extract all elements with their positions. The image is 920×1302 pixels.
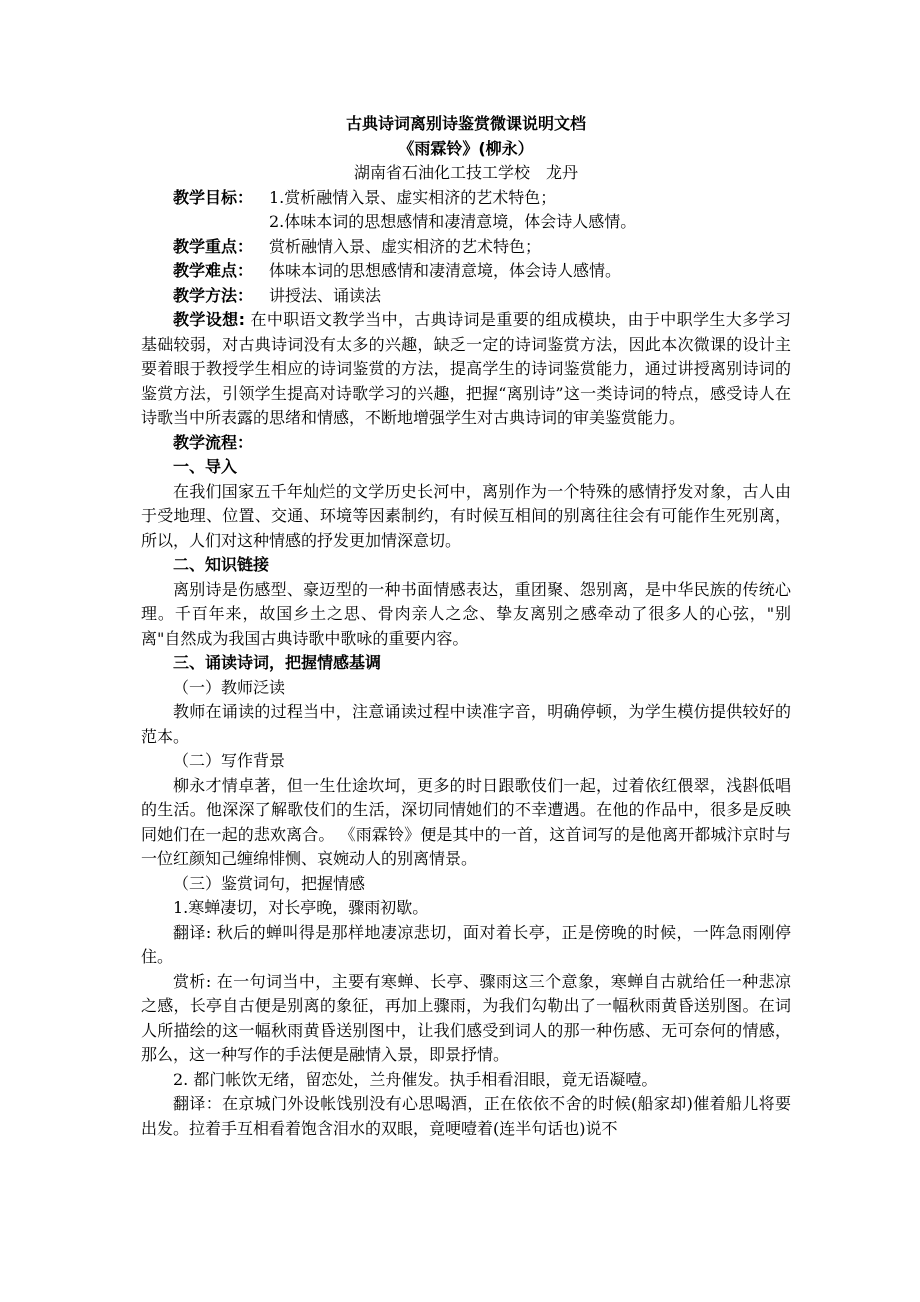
keypoint-text: 赏析融情入景、虚实相济的艺术特色； xyxy=(269,236,542,256)
section-3-sub-2-heading: （二）写作背景 xyxy=(173,751,286,770)
objectives-item-1: 1.赏析融情入景、虚实相济的艺术特色； xyxy=(269,187,557,207)
method-label: 教学方法： xyxy=(173,285,254,305)
difficulty-row xyxy=(141,259,791,284)
method-text: 讲授法、诵读法 xyxy=(269,285,382,305)
section-1-heading: 一、导入 xyxy=(173,457,238,476)
poem-line-2-translation: 翻译：在京城门外设帐饯别没有心思喝酒，正在依依不舍的时候(船家却)催着船儿将要出发。拉着手互相看着饱含泪水的双眼，竟哽噎着(连半句话也)说不 xyxy=(141,1094,791,1138)
keypoint-label: 教学重点： xyxy=(173,236,254,256)
objectives-row xyxy=(141,186,791,211)
design-label: 教学设想: xyxy=(173,310,245,329)
keypoint-row xyxy=(141,235,791,260)
poem-line-1-appreciation: 赏析: 在一句词当中，主要有寒蝉、长亭、骤雨这三个意象，寒蝉自古就给任一种悲凉之感，长亭自古便是别离的象征，再加上骤雨，为我们勾勒出了一幅秋雨黄昏送别图。在词人所描绘的这一幅秋雨黄昏送别图中，让我们感受到词人的那一种伤感、无可奈何的情感，那么，这一种写作的手法便是融情入景，即景抒情。 xyxy=(141,971,791,1064)
design-text: 在中职语文教学当中，古典诗词是重要的组成模块，由于中职学生大多学习基础较弱，对古典诗词没有太多的兴趣，缺乏一定的诗词鉴赏方法，因此本次微课的设计主要着眼于教授学生相应的诗词鉴赏的方法，提高学生的诗词鉴赏能力，通过讲授离别诗词的鉴赏方法，引领学生提高对诗歌学习的兴趣，把握“离别诗”这一类诗词的特点，感受诗人在诗歌当中所表露的思绪和情感，不断地增强学生对古典诗词的审美鉴赏能力。 xyxy=(141,310,791,427)
method-row xyxy=(141,284,791,309)
poem-line-1-translation: 翻译: 秋后的蝉叫得是那样地凄凉悲切，面对着长亭，正是傍晚的时候，一阵急雨刚停住。 xyxy=(141,922,791,966)
section-3-sub-1-heading: （一）教师泛读 xyxy=(173,677,286,697)
section-3-sub-2-text: 柳永才情卓著，但一生仕途坎坷，更多的时日跟歌伎们一起，过着依红偎翠，浅斟低唱的生活。他深深了解歌伎们的生活，深切同情她们的不幸遭遇。在他的作品中，很多是反映同她们在一起的悲欢离合。 《雨霖铃》便是其中的一首，这首词写的是他离开都城汴京时与一位红颜知己缠绵悱恻、哀婉动人的别离情景。 xyxy=(141,775,791,868)
document-title: 古典诗词离别诗鉴赏微课说明文档 xyxy=(345,114,586,133)
document-author: 湖南省石油化工技工学校 龙丹 xyxy=(353,163,578,182)
objectives-label: 教学目标： xyxy=(173,187,254,207)
section-3-sub-1-text: 教师在诵读的过程当中，注意诵读过程中读准字音，明确停顿，为学生模仿提供较好的范本。 xyxy=(141,702,791,746)
process-label: 教学流程： xyxy=(173,432,254,452)
poem-line-1: 1.寒蝉凄切，对长亭晚，骤雨初歇。 xyxy=(173,898,429,917)
difficulty-text: 体味本词的思想感情和凄清意境，体会诗人感情。 xyxy=(269,261,622,280)
document-page xyxy=(141,112,791,1141)
section-2-text: 离别诗是伤感型、豪迈型的一种书面情感表达，重团聚、怨别离，是中华民族的传统心理。千百年来，故国乡土之思、骨肉亲人之念、挚友离别之感牵动了很多人的心弦，"别离"自然成为我国古典诗歌中歌咏的重要内容。 xyxy=(141,579,791,648)
section-1-text: 在我们国家五千年灿烂的文学历史长河中，离别作为一个特殊的感情抒发对象，古人由于受地理、位置、交通、环境等因素制约，有时候互相间的别离往往会有可能作生死别离，所以，人们对这种情感的抒发更加情深意切。 xyxy=(141,481,791,550)
design-paragraph xyxy=(141,308,791,431)
document-subtitle: 《雨霖铃》(柳永） xyxy=(398,138,534,158)
section-3-sub-3-heading: （三）鉴赏词句，把握情感 xyxy=(173,873,366,893)
difficulty-label: 教学难点： xyxy=(173,261,254,280)
section-3-heading: 三、诵读诗词，把握情感基调 xyxy=(173,653,382,672)
section-2-heading: 二、知识链接 xyxy=(173,555,270,574)
objectives-item-2: 2.体味本词的思想感情和凄清意境，体会诗人感情。 xyxy=(269,212,637,231)
poem-line-2: 2. 都门帐饮无绪，留恋处，兰舟催发。执手相看泪眼，竟无语凝噎。 xyxy=(173,1069,658,1089)
